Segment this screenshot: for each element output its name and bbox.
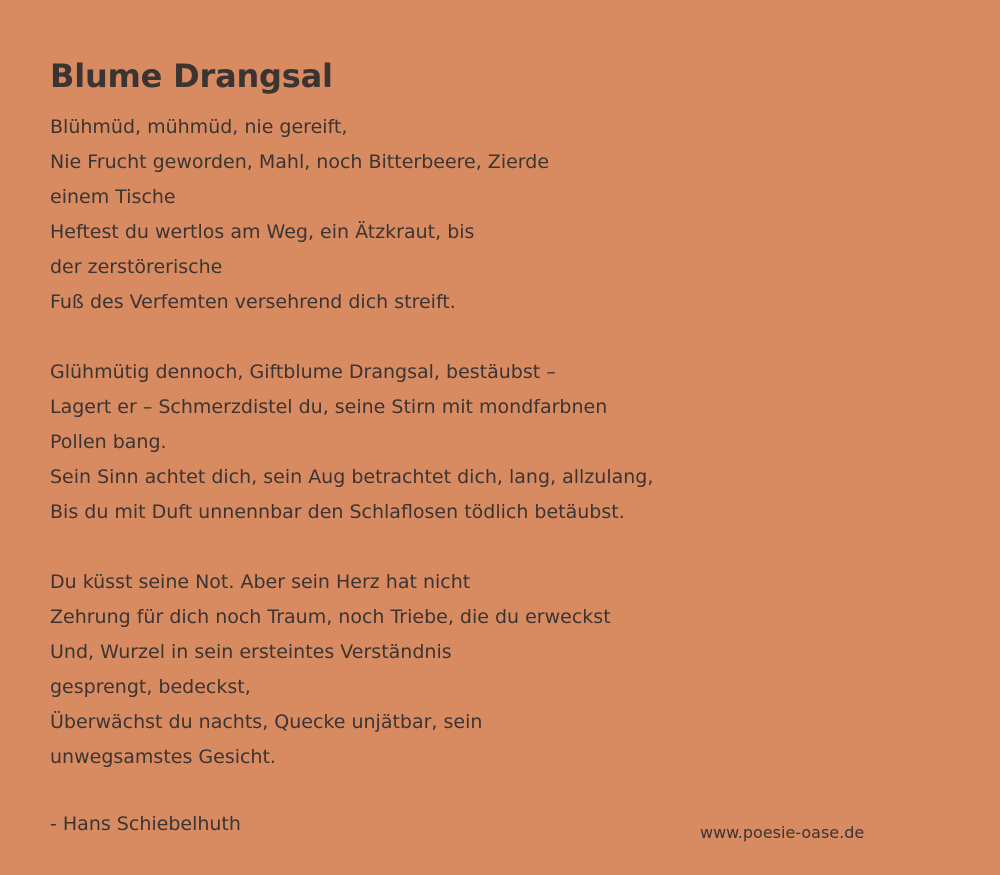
stanza-2 <box>50 355 930 530</box>
poem-line: Sein Sinn achtet dich, sein Aug betrachtet dich, lang, allzulang, <box>50 466 654 488</box>
poem-line: Bis du mit Duft unnennbar den Schlaflosen tödlich betäubst. <box>50 501 625 523</box>
stanza-1 <box>50 110 930 320</box>
poem-line: Zehrung für dich noch Traum, noch Triebe, die du erweckst <box>50 606 611 628</box>
poem-line: Heftest du wertlos am Weg, ein Ätzkraut, bis <box>50 221 475 243</box>
poem-line: unwegsamstes Gesicht. <box>50 746 276 768</box>
poem-line: Glühmütig dennoch, Giftblume Drangsal, bestäubst – <box>50 361 556 383</box>
poem-line: Und, Wurzel in sein ersteintes Verständnis <box>50 641 452 663</box>
poem-card <box>50 54 930 842</box>
poem-line: Lagert er – Schmerzdistel du, seine Stirn mit mondfarbnen <box>50 396 608 418</box>
poem-line: Fuß des Verfemten versehrend dich streift. <box>50 291 456 313</box>
poem-author: - Hans Schiebelhuth <box>50 813 241 835</box>
poem-line: Blühmüd, mühmüd, nie gereift, <box>50 116 348 138</box>
poem-body <box>50 110 930 775</box>
source-url: www.poesie-oase.de <box>700 823 865 842</box>
poem-line: der zerstörerische <box>50 256 223 278</box>
poem-line: Überwächst du nachts, Quecke unjätbar, sein <box>50 711 483 733</box>
poem-title: Blume Drangsal <box>50 57 333 95</box>
stanza-3 <box>50 565 930 775</box>
poem-line: einem Tische <box>50 186 176 208</box>
poem-line: Du küsst seine Not. Aber sein Herz hat nicht <box>50 571 471 593</box>
poem-line: gesprengt, bedeckst, <box>50 676 251 698</box>
poem-line: Pollen bang. <box>50 431 167 453</box>
poem-line: Nie Frucht geworden, Mahl, noch Bitterbeere, Zierde <box>50 151 550 173</box>
